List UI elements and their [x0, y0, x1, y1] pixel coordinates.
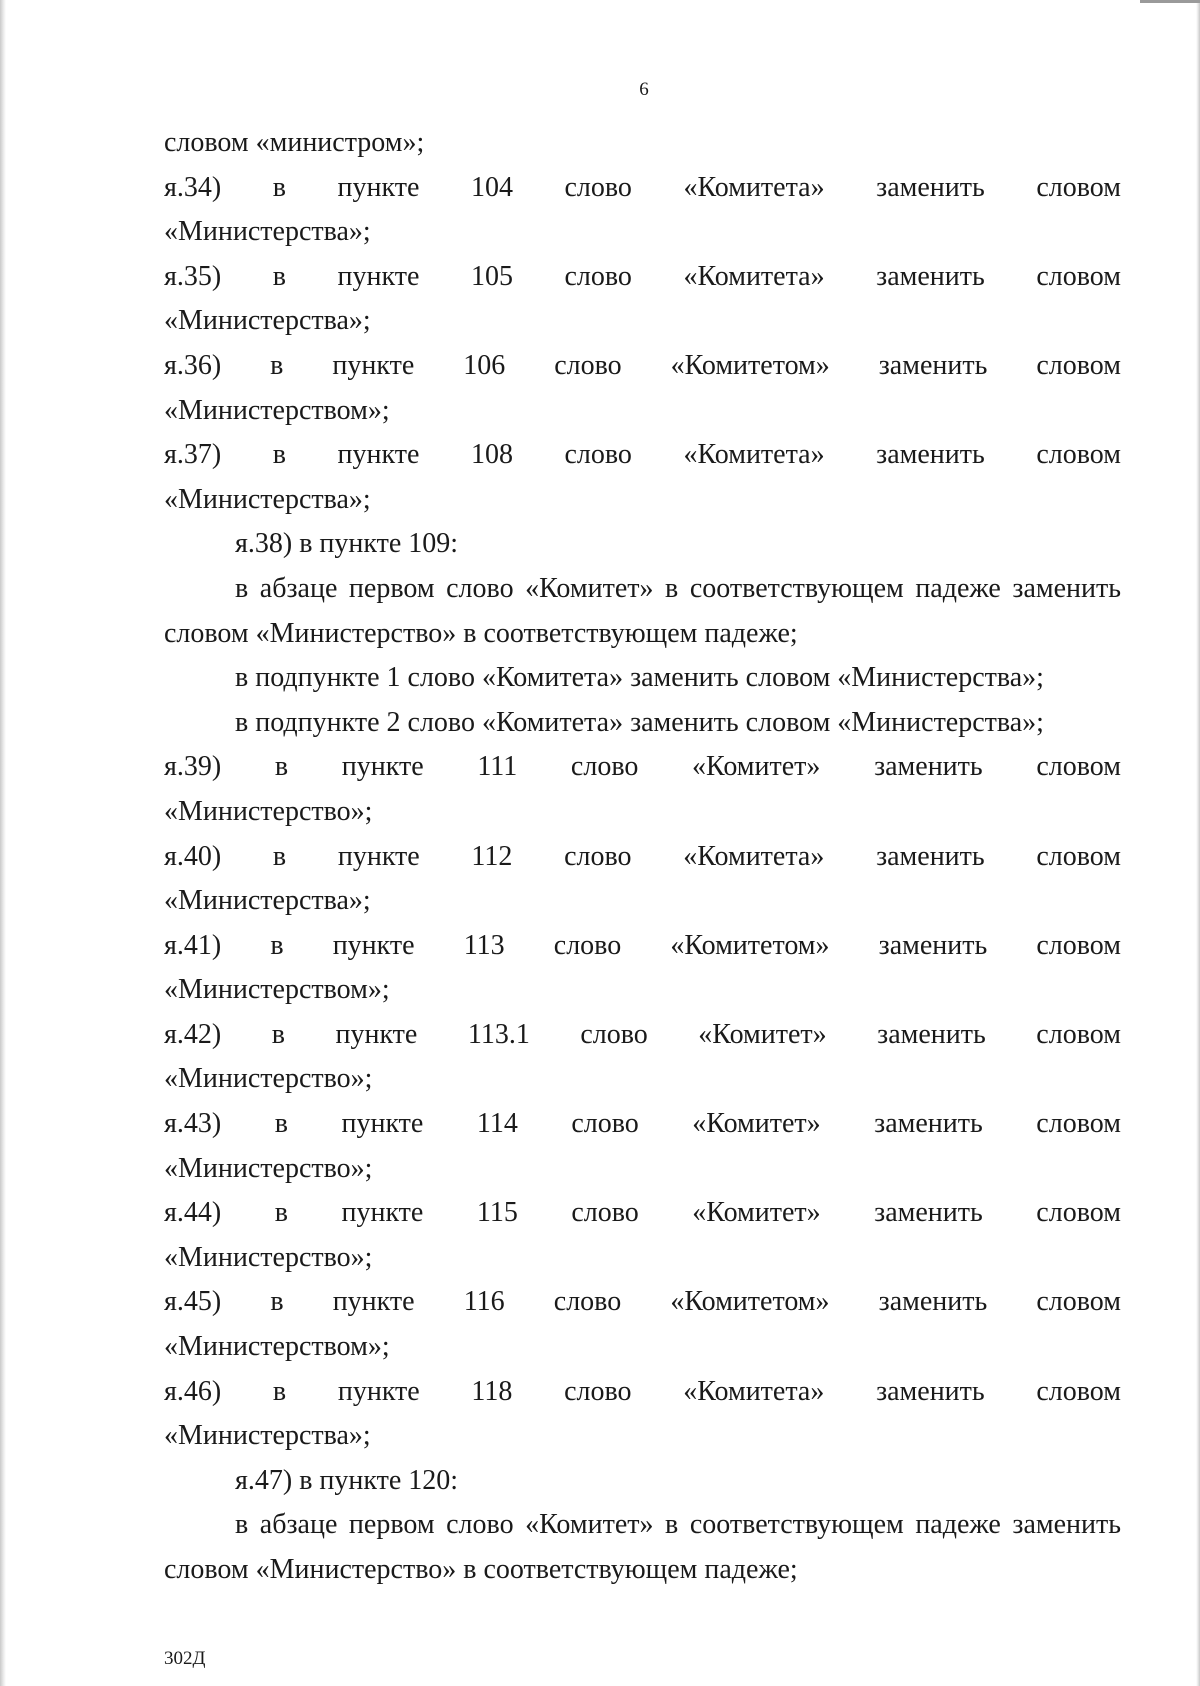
item-40-word: словом	[1036, 840, 1121, 872]
item-42-word: слово	[580, 1018, 648, 1050]
item-45-word: слово	[553, 1286, 622, 1318]
item-46-continuation: «Министерства»;	[164, 1420, 371, 1452]
item-35-word: 105	[470, 260, 513, 292]
item-43-word: 114	[476, 1108, 518, 1140]
item-42-word: «Комитет»	[698, 1018, 827, 1050]
item-40-line	[164, 835, 1121, 880]
item-37-word: словом	[1036, 439, 1121, 471]
item-37-line	[164, 433, 1121, 478]
item-42-word: я.42)	[164, 1018, 222, 1050]
item-40-word: «Комитета»	[683, 840, 825, 872]
item-46-word: я.46)	[164, 1375, 222, 1407]
scan-edge-top-right	[1140, 0, 1200, 3]
document-body	[164, 121, 1121, 1593]
item-45-word: словом	[1036, 1286, 1121, 1318]
item-42-word: заменить	[877, 1018, 986, 1050]
item-39-word: в	[274, 751, 289, 783]
item-45-word: в	[270, 1286, 284, 1318]
item-35-word: «Комитета»	[683, 260, 825, 292]
item-35-continuation: «Министерства»;	[164, 305, 371, 337]
item-42-word: пункте	[335, 1018, 418, 1050]
item-41-continuation: «Министерством»;	[164, 974, 390, 1006]
item-45-word: «Комитетом»	[670, 1286, 830, 1318]
item-46-word: слово	[564, 1375, 632, 1407]
item-39-word: словом	[1036, 751, 1121, 783]
item-45-continuation: «Министерством»;	[164, 1331, 390, 1363]
item-43-word: словом	[1036, 1108, 1121, 1140]
item-36-word: заменить	[878, 349, 988, 381]
item-41-word: «Комитетом»	[670, 929, 830, 961]
item-43-word: слово	[571, 1108, 639, 1140]
item-36-continuation: «Министерством»;	[164, 394, 390, 426]
item-35-word: заменить	[876, 260, 985, 292]
item-34-word: я.34)	[164, 171, 222, 203]
items-group-b	[164, 745, 1121, 1459]
item-42-word: в	[271, 1018, 285, 1050]
item-36-word: пункте	[332, 349, 415, 381]
item-36-line	[164, 344, 1121, 389]
item-41-word: я.41)	[164, 929, 222, 961]
item-35-word: пункте	[337, 260, 420, 292]
item-40-word: я.40)	[164, 840, 222, 872]
item-44-line	[164, 1191, 1121, 1236]
item-36-word: «Комитетом»	[670, 349, 830, 381]
page-number: 6	[639, 79, 649, 100]
item-39-word: заменить	[874, 751, 983, 783]
item-43-continuation: «Министерство»;	[164, 1152, 373, 1184]
item-40-word: заменить	[876, 840, 985, 872]
item-42-continuation: «Министерство»;	[164, 1063, 373, 1095]
item-39-word: слово	[570, 751, 639, 783]
item-40-word: пункте	[337, 840, 420, 872]
item-44-word: словом	[1036, 1197, 1121, 1229]
item-35-word: словом	[1036, 260, 1121, 292]
item-37-word: в	[272, 439, 286, 471]
item-40-continuation: «Министерства»;	[164, 885, 371, 917]
item-46-word: словом	[1036, 1375, 1121, 1407]
item-41-word: словом	[1036, 929, 1121, 961]
item-38-subpoint-1: в подпункте 1 слово «Комитета» заменить словом «Министерства»;	[235, 662, 1044, 694]
item-44-word: слово	[571, 1197, 639, 1229]
item-37-word: слово	[564, 439, 632, 471]
item-43-line	[164, 1102, 1121, 1147]
item-44-word: «Комитет»	[692, 1197, 821, 1229]
item-40-word: в	[272, 840, 287, 872]
item-45-word: 116	[463, 1286, 505, 1318]
item-39-word: пункте	[341, 751, 424, 783]
item-46-word: «Комитета»	[683, 1375, 825, 1407]
item-37-word: «Комитета»	[683, 439, 825, 471]
item-43-word: в	[274, 1108, 288, 1140]
item-46-word: в	[272, 1375, 287, 1407]
item-40-word: слово	[564, 840, 632, 872]
item-41-word: пункте	[332, 929, 415, 961]
item-36-word: слово	[554, 349, 622, 381]
item-42-word: 113.1	[467, 1018, 530, 1050]
item-45-word: я.45)	[164, 1286, 222, 1318]
item-38-subpoint-2: в подпункте 2 слово «Комитета» заменить словом «Министерства»;	[235, 706, 1044, 738]
item-39-word: я.39)	[164, 751, 222, 783]
item-34-word: слово	[564, 171, 632, 203]
item-34-word: в	[272, 171, 286, 203]
items-group-a	[164, 166, 1121, 523]
item-34-word: 104	[470, 171, 513, 203]
item-43-word: пункте	[341, 1108, 424, 1140]
item-46-line	[164, 1370, 1121, 1415]
item-43-word: «Комитет»	[692, 1108, 821, 1140]
item-47-paragraph: в абзаце первом слово «Комитет» в соответствующем падеже заменить словом «Министерство» в соответствующем падеже;	[164, 1509, 1121, 1585]
footer-document-code: 302Д	[164, 1648, 206, 1669]
item-46-word: пункте	[337, 1375, 420, 1407]
item-35-word: в	[272, 260, 286, 292]
item-39-word: «Комитет»	[692, 751, 821, 783]
scan-edge-left	[0, 0, 6, 1686]
item-44-word: в	[274, 1197, 288, 1229]
item-40-word: 112	[471, 840, 513, 872]
item-38-heading: я.38) в пункте 109:	[235, 528, 459, 560]
item-44-word: пункте	[341, 1197, 424, 1229]
item-41-word: слово	[553, 929, 622, 961]
item-38-paragraph: в абзаце первом слово «Комитет» в соответствующем падеже заменить словом «Министерство» в соответствующем падеже;	[164, 572, 1121, 649]
item-43-word: заменить	[874, 1108, 983, 1140]
item-37-word: пункте	[337, 439, 420, 471]
item-39-continuation: «Министерство»;	[164, 795, 373, 827]
item-45-line	[164, 1280, 1121, 1325]
item-45-word: заменить	[878, 1286, 988, 1318]
item-37-word: заменить	[876, 439, 985, 471]
item-39-line	[164, 745, 1121, 790]
item-34-word: пункте	[337, 171, 420, 203]
item-46-word: 118	[471, 1375, 513, 1407]
item-41-word: в	[270, 929, 284, 961]
item-34-word: заменить	[876, 171, 985, 203]
item-35-word: я.35)	[164, 260, 222, 292]
item-44-continuation: «Министерство»;	[164, 1241, 373, 1273]
scan-edge-right	[1196, 0, 1200, 1686]
item-44-word: 115	[476, 1197, 518, 1229]
item-36-word: словом	[1036, 349, 1121, 381]
item-35-line	[164, 255, 1121, 300]
item-34-word: «Комитета»	[683, 171, 825, 203]
item-37-continuation: «Министерства»;	[164, 483, 371, 515]
item-36-word: в	[270, 349, 284, 381]
item-44-word: я.44)	[164, 1197, 222, 1229]
item-47-heading: я.47) в пункте 120:	[235, 1464, 459, 1496]
item-36-word: 106	[463, 349, 506, 381]
item-41-word: 113	[463, 929, 505, 961]
item-36-word: я.36)	[164, 349, 222, 381]
item-39-word: 111	[477, 751, 518, 783]
item-37-word: 108	[470, 439, 513, 471]
item-46-word: заменить	[876, 1375, 985, 1407]
item-34-line	[164, 166, 1121, 211]
item-42-line	[164, 1013, 1121, 1058]
item-43-word: я.43)	[164, 1108, 222, 1140]
item-41-word: заменить	[878, 929, 988, 961]
first-line: словом «министром»;	[164, 127, 425, 158]
item-37-word: я.37)	[164, 439, 222, 471]
item-41-line	[164, 924, 1121, 969]
item-35-word: слово	[564, 260, 632, 292]
item-42-word: словом	[1036, 1018, 1121, 1050]
item-45-word: пункте	[332, 1286, 415, 1318]
item-34-word: словом	[1036, 171, 1121, 203]
item-34-continuation: «Министерства»;	[164, 216, 371, 248]
item-44-word: заменить	[874, 1197, 983, 1229]
